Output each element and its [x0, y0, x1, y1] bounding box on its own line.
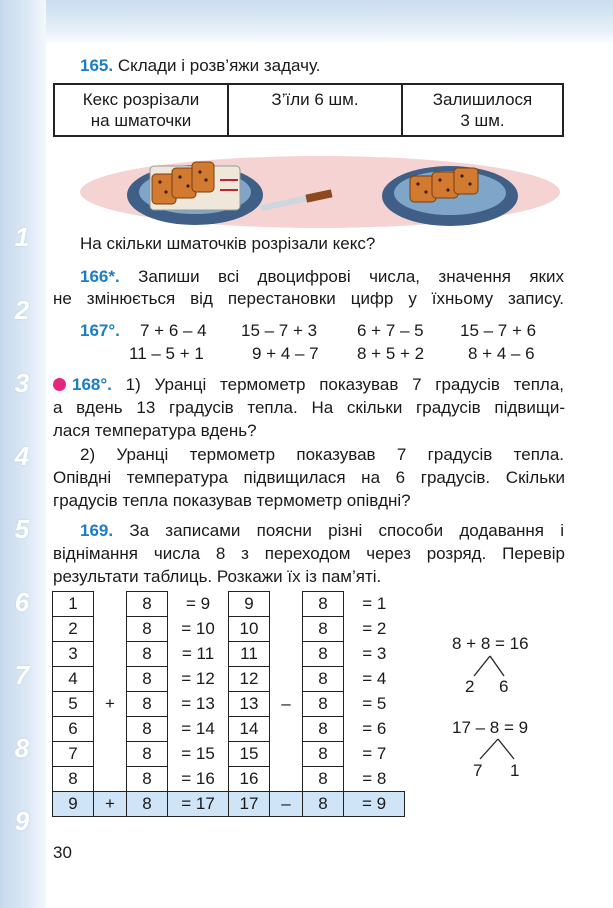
task-number: 168°.: [72, 375, 112, 394]
table-cell: 8: [127, 592, 168, 617]
task-166-line2: не змінюється від перестановки цифр у їхньому запису.: [53, 289, 564, 308]
margin-strip: [0, 0, 46, 908]
table-cell: 14: [229, 717, 270, 742]
table-cell: [94, 742, 127, 767]
table-cell: 11: [229, 642, 270, 667]
example-2-part: 7: [473, 761, 483, 780]
split-branches-1: [460, 654, 520, 678]
task-168-line: а вдень 13 градусів тепла. На скільки градусів підвищи-: [53, 398, 565, 417]
task-text: Запиши всі двоцифрові числа, значення яких: [138, 267, 564, 286]
split-branches-2: [468, 737, 528, 761]
table-cell: = 13: [181, 694, 215, 713]
table-row: [53, 667, 405, 692]
table-cell: [228, 84, 402, 136]
expression: 8 + 4 – 6: [468, 344, 535, 363]
task-168-line: градусів тепла показував термометр опівдні?: [53, 491, 411, 510]
table-cell: 1: [53, 592, 94, 617]
table-cell: 8: [303, 717, 344, 742]
table-cell: [94, 767, 127, 792]
table-cell: 4: [53, 667, 94, 692]
table-cell: +: [94, 792, 127, 817]
table-cell: = 14: [181, 719, 215, 738]
table-cell: = 15: [181, 744, 215, 763]
table-cell: –: [281, 694, 291, 713]
table-row: [53, 642, 405, 667]
table-row: [53, 692, 405, 717]
table-cell: [94, 717, 127, 742]
table-cell: 8: [127, 642, 168, 667]
task-text: За записами поясни різні способи додавання і: [129, 521, 564, 540]
table-cell: 8: [53, 767, 94, 792]
table-cell: 8: [127, 717, 168, 742]
cell-line: на шматочки: [90, 111, 192, 130]
table-cell: 17: [229, 792, 270, 817]
table-cell: [402, 84, 563, 136]
example-1-part: 2: [465, 677, 475, 696]
table-cell: = 6: [362, 719, 387, 738]
table-cell: 2: [53, 617, 94, 642]
margin-number: 8: [14, 733, 30, 763]
table-cell: = 2: [362, 619, 387, 638]
expression: 15 – 7 + 3: [241, 321, 318, 340]
table-cell: 16: [229, 767, 270, 792]
cell-line: Залишилося: [432, 90, 533, 109]
table-cell: = 17: [168, 792, 229, 817]
task-167-number: [80, 320, 120, 342]
task-number: 166*.: [80, 267, 120, 286]
table-cell: 8: [303, 667, 344, 692]
expression: 9 + 4 – 7: [252, 344, 319, 363]
expression: 8 + 5 + 2: [357, 344, 425, 363]
example-1-part: 6: [499, 677, 509, 696]
expression: 6 + 7 – 5: [357, 321, 424, 340]
table-cell: +: [105, 694, 115, 713]
table-cell: 8: [303, 742, 344, 767]
margin-number: 9: [14, 806, 30, 836]
margin-number: 6: [14, 587, 30, 617]
cell-line: З’їли 6 шм.: [271, 90, 359, 109]
task-text: Склади і розв’яжи задачу.: [117, 56, 321, 75]
margin-number: 4: [14, 441, 30, 471]
table-cell: = 9: [344, 792, 405, 817]
table-cell: 12: [229, 667, 270, 692]
table-cell: 13: [229, 692, 270, 717]
table-row: [53, 742, 405, 767]
top-band: [0, 0, 613, 46]
table-cell: = 10: [181, 619, 215, 638]
table-cell: [270, 592, 303, 617]
table-cell: 15: [229, 742, 270, 767]
table-cell: 5: [53, 692, 94, 717]
table-row: [53, 717, 405, 742]
table-cell: 8: [303, 767, 344, 792]
table-cell: = 8: [362, 768, 387, 788]
example-2-part: 1: [510, 761, 520, 780]
table-cell: [94, 592, 127, 617]
table-cell: 8: [303, 617, 344, 642]
cell-line: 3 шм.: [460, 111, 505, 130]
table-row: [53, 767, 405, 792]
margin-number: 2: [14, 295, 30, 325]
table-cell: 8: [127, 692, 168, 717]
table-cell: 8: [127, 617, 168, 642]
table-cell: [270, 642, 303, 667]
table-cell: [270, 667, 303, 692]
table-cell: 8: [127, 742, 168, 767]
table-cell: 7: [53, 742, 94, 767]
table-row: [53, 617, 405, 642]
table-cell: [270, 717, 303, 742]
table-cell: 8: [303, 692, 344, 717]
task-169-line: віднімання числа 8 з переходом через розряд. Перевір: [53, 544, 565, 563]
task-168-line: лася температура вдень?: [53, 421, 257, 440]
table-cell: = 16: [181, 768, 215, 788]
table-cell: 10: [229, 617, 270, 642]
task-168-line: Опівдні температура підвищилася на 6 градусів. Скільки: [53, 468, 565, 487]
table-cell: [94, 667, 127, 692]
addition-subtraction-table: [52, 591, 405, 817]
example-1-expression: 8 + 8 = 16: [452, 634, 529, 653]
task-165-heading: [80, 55, 560, 77]
table-cell: 8: [303, 642, 344, 667]
expression: 11 – 5 + 1: [129, 344, 204, 363]
table-cell: = 1: [362, 594, 387, 613]
margin-number: 3: [14, 368, 30, 398]
cell-line: Кекс розрізали: [82, 90, 200, 109]
expression: 7 + 6 – 4: [140, 321, 207, 340]
task-166-line1: [80, 266, 564, 288]
page-number: 30: [53, 843, 72, 862]
table-cell: 8: [303, 592, 344, 617]
table-cell: 6: [53, 717, 94, 742]
task-168-line1: [53, 374, 564, 396]
task-169-line1: [80, 520, 564, 542]
task-text: 1) Уранці термометр показував 7 градусів тепла,: [125, 375, 564, 394]
table-cell: = 11: [181, 644, 215, 663]
table-cell: [270, 742, 303, 767]
expression: 15 – 7 + 6: [460, 321, 537, 340]
cake-illustration: [80, 150, 560, 230]
table-cell: = 12: [181, 669, 215, 688]
table-cell: –: [270, 792, 303, 817]
table-cell: 8: [127, 792, 168, 817]
table-cell: = 9: [185, 594, 211, 613]
task-number: 167°.: [80, 321, 120, 340]
table-cell: 8: [127, 767, 168, 792]
table-cell: 3: [53, 642, 94, 667]
table-cell: = 5: [362, 694, 387, 713]
table-cell: = 7: [362, 744, 387, 763]
table-cell: = 4: [362, 669, 387, 688]
table-cell: 8: [303, 792, 344, 817]
table-row: [53, 792, 405, 817]
bullet-icon: [53, 378, 66, 391]
task-168-line: 2) Уранці термометр показував 7 градусів тепла.: [80, 445, 564, 464]
table-cell: [270, 617, 303, 642]
table-cell: [54, 84, 228, 136]
task-169-line: результати таблиць. Розкажи їх із пам’яті.: [53, 567, 382, 586]
task-number: 169.: [80, 521, 114, 540]
margin-number: 5: [14, 514, 30, 544]
table-cell: [270, 767, 303, 792]
table-cell: [94, 642, 127, 667]
task-number: 165.: [80, 56, 114, 75]
table-cell: = 3: [362, 644, 387, 663]
table-cell: 8: [127, 667, 168, 692]
example-2-expression: 17 – 8 = 9: [452, 718, 529, 737]
table-row: [53, 592, 405, 617]
margin-number: 1: [14, 222, 30, 252]
margin-number: 7: [14, 660, 30, 690]
table-cell: 9: [53, 792, 94, 817]
task-165-question: На скільки шматочків розрізали кекс?: [80, 234, 376, 253]
task-165-table: [53, 83, 564, 137]
table-cell: [94, 617, 127, 642]
table-cell: 9: [229, 592, 270, 617]
